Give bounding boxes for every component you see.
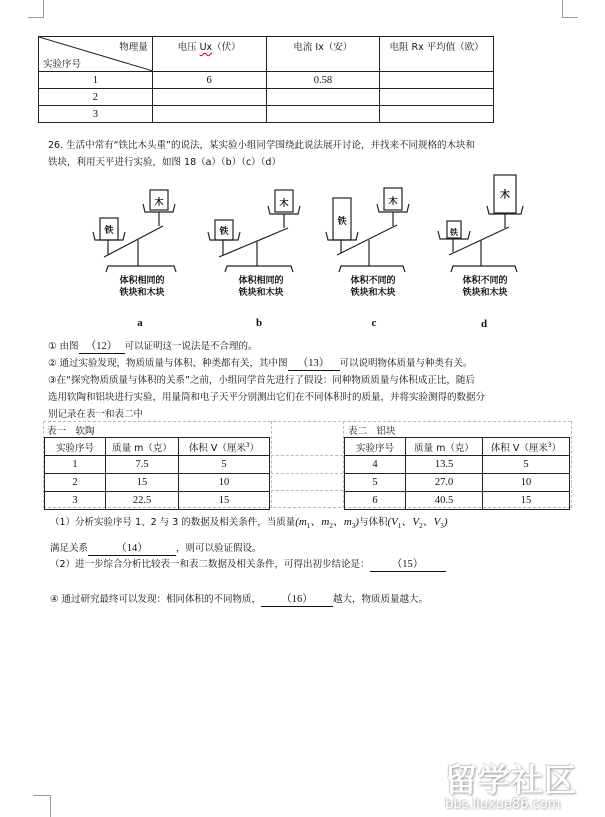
cell-mass: 27.0 (406, 474, 483, 492)
figure-caption (313, 275, 433, 299)
page-corner-mark-bottom-left (33, 795, 51, 817)
diagonal-header-cell (39, 37, 153, 72)
watermark-url: bbs.liuxue86.com (445, 797, 561, 812)
page-corner-mark-top-right (562, 0, 578, 18)
table-row (39, 89, 494, 106)
caption-line-2: 铁块和木块 (119, 288, 165, 298)
cell-resistance (380, 72, 494, 89)
table-1-soft-clay (44, 437, 270, 510)
resistance-table (38, 36, 494, 123)
table-row (39, 72, 494, 89)
cell-no: 2 (39, 89, 153, 106)
caption-line-1: 体积相同的 (119, 276, 165, 286)
question-items (48, 338, 568, 423)
table-row (45, 474, 270, 492)
sub-q1-pre: （1）分析实验序号 1、2 与 3 的数据及相关条件，当质量 (50, 517, 296, 528)
figure-d (432, 170, 552, 335)
cell-volume: 15 (483, 492, 570, 510)
watermark-text: 留学社区 (445, 761, 578, 799)
watermark (445, 755, 577, 812)
figure-letter: d (480, 318, 488, 330)
intro-line-1: 26. 生活中常有“铁比木头重”的说法，某实验小组同学围绕此说法展开讨论，并找来不同规格的木块和 (48, 140, 475, 151)
header-volume-text: 体积 V（厘米 (188, 442, 246, 454)
sub-question-1 (50, 514, 590, 535)
cell-volume: 10 (483, 474, 570, 492)
item-1 (48, 338, 568, 355)
cell-no: 5 (345, 474, 406, 492)
caption-line-1: 体积不同的 (350, 276, 396, 286)
table-row (345, 474, 570, 492)
table-row (345, 492, 570, 510)
cell-no: 6 (345, 492, 406, 510)
item-1-pre: ① 由图 (48, 341, 79, 352)
balance-diagram (432, 170, 552, 335)
caption-line-2: 铁块和木块 (238, 288, 284, 298)
cell-volume: 5 (483, 456, 570, 474)
cell-voltage (152, 106, 266, 123)
item-3-line-1: ③在“探究物质质量与体积的关系”之前，小组同学首先进行了假设：同种物质质量与体积成正比，随后 (48, 375, 475, 386)
balance-diagram (90, 170, 210, 335)
cell-no: 2 (45, 474, 106, 492)
layout-gridline (271, 490, 343, 491)
figure-caption (82, 275, 202, 299)
header-experiment-no-label: 实验序号 (43, 59, 82, 70)
layout-gridline (271, 421, 272, 508)
layout-gridline (271, 473, 343, 474)
item-4 (50, 591, 570, 608)
balance-diagram (205, 170, 325, 335)
balance-diagram (315, 170, 435, 335)
wood-label: 木 (388, 197, 398, 207)
cell-mass: 7.5 (106, 456, 179, 474)
item-4-pre: ④ 通过研究最终可以发现：相同体积的不同物质， (50, 594, 262, 605)
header-quantity-label: 物理量 (119, 42, 148, 53)
item-2 (48, 355, 568, 372)
balance-base (225, 266, 293, 272)
caption-line-2: 铁块和木块 (462, 288, 508, 298)
sub-q1-line2-post: ，则可以验证假设。 (176, 543, 262, 554)
item-3-line-2: 选用软陶和铝块进行实验，用量筒和电子天平分别测出它们在不同体积时的质量，并将实验测得的数据分 (48, 392, 486, 403)
cell-no: 1 (45, 456, 106, 474)
cell-volume: 10 (179, 474, 270, 492)
header-experiment-no: 实验序号 (345, 438, 406, 456)
item-1-post: 可以证明这一说法是不合理的。 (124, 341, 258, 352)
item-2-post: 可以说明物体质量与种类有关。 (339, 358, 473, 369)
table-row (45, 456, 270, 474)
cell-volume: 15 (179, 492, 270, 510)
cell-volume: 5 (179, 456, 270, 474)
cell-resistance (380, 89, 494, 106)
cell-resistance (380, 106, 494, 123)
header-volume-text: 体积 V（厘米 (490, 442, 548, 454)
table-row (345, 456, 570, 474)
figure-letter: c (371, 317, 377, 329)
question-26-intro (48, 137, 568, 171)
iron-label: 铁 (104, 226, 114, 236)
cell-current (266, 89, 380, 106)
cell-no: 1 (39, 72, 153, 89)
cell-mass: 13.5 (406, 456, 483, 474)
blank-14[interactable]: （14） (88, 542, 176, 556)
cell-mass: 15 (106, 474, 179, 492)
iron-label: 铁 (219, 227, 229, 237)
balance-base (339, 266, 405, 272)
blank-13[interactable]: （13） (288, 357, 340, 371)
left-pan (326, 232, 358, 240)
page-corner-mark-top-left (28, 0, 44, 18)
cell-current: 0.58 (266, 72, 380, 89)
cell-no: 3 (45, 492, 106, 510)
figure-b (205, 170, 325, 335)
layout-gridline (43, 421, 571, 422)
table-2-aluminum (344, 437, 570, 510)
cell-no: 3 (39, 106, 153, 123)
table1-title: 表一 软陶 (47, 426, 95, 437)
figure-letter: a (137, 317, 143, 329)
layout-gridline (271, 455, 343, 456)
header-voltage-var: Ux (199, 42, 213, 53)
wood-label: 木 (154, 198, 164, 208)
cell-voltage: 6 (152, 72, 266, 89)
wood-label: 木 (279, 199, 289, 209)
sub-q1-line2-pre: 满足关系 (50, 543, 89, 554)
mass-variables: ($m_1$、$m_2$、$m_3$) (295, 516, 359, 531)
cell-mass: 22.5 (106, 492, 179, 510)
iron-label: 铁 (337, 217, 347, 227)
blank-12[interactable]: （12） (79, 340, 125, 354)
header-experiment-no: 实验序号 (45, 438, 106, 456)
sub-q1-mid: 与体积 (358, 517, 388, 528)
caption-line-1: 体积相同的 (238, 276, 284, 286)
header-mass: 质量 m（克） (406, 438, 483, 456)
caption-line-1: 体积不同的 (462, 276, 508, 286)
intro-line-2: 铁块，利用天平进行实验，如图 18（a）（b）（c）（d） (48, 157, 281, 168)
layout-gridline (571, 421, 572, 508)
item-2-pre: ② 通过实验发现，物质质量与体积、种类都有关，其中图 (48, 358, 288, 369)
header-resistance: 电阻 Rx 平均值（欧） (380, 37, 494, 72)
cell-voltage (152, 89, 266, 106)
iron-label: 铁 (450, 228, 458, 237)
cell-no: 4 (345, 456, 406, 474)
balance-base (106, 266, 176, 272)
sub-q2-pre: （2）进一步综合分析比较表一和表二数据及相关条件，可得出初步结论是： (50, 559, 370, 570)
figure-c (315, 170, 435, 335)
balance-beam (219, 228, 288, 257)
item-4-post: 越大，物质质量越大。 (333, 594, 429, 605)
figure-caption (425, 275, 545, 299)
header-voltage (152, 37, 266, 72)
cell-current (266, 106, 380, 123)
caption-line-2: 铁块和木块 (350, 288, 396, 298)
volume-variables: ($V_1$、$V_2$、$V_3$) (387, 516, 448, 531)
figure-a (90, 170, 210, 335)
header-mass: 质量 m（克） (106, 438, 179, 456)
table-row (45, 492, 270, 510)
header-voltage-pre: 电压 (177, 42, 200, 53)
wood-label: 木 (500, 190, 510, 201)
balance-base (451, 266, 517, 272)
header-current: 电流 Ix（安） (266, 37, 380, 72)
table2-title: 表二 铝块 (348, 426, 396, 437)
sub-question-2 (50, 556, 590, 573)
cell-mass: 40.5 (406, 492, 483, 510)
blank-15[interactable]: （15） (370, 558, 446, 572)
blank-16[interactable]: （16） (261, 593, 333, 607)
table-row (39, 106, 494, 123)
balance-beam (449, 227, 509, 255)
figure-letter: b (255, 317, 263, 329)
sub-question-1-line-2 (50, 540, 570, 557)
figure-caption (201, 275, 321, 299)
header-volume: 体积 V（厘米$^3$） (483, 438, 570, 456)
item-3-line-3: 别记录在表一和表二中 (48, 409, 144, 420)
header-voltage-post: （伏） (212, 42, 241, 53)
header-volume: 体积 V（厘米$^3$） (179, 438, 270, 456)
